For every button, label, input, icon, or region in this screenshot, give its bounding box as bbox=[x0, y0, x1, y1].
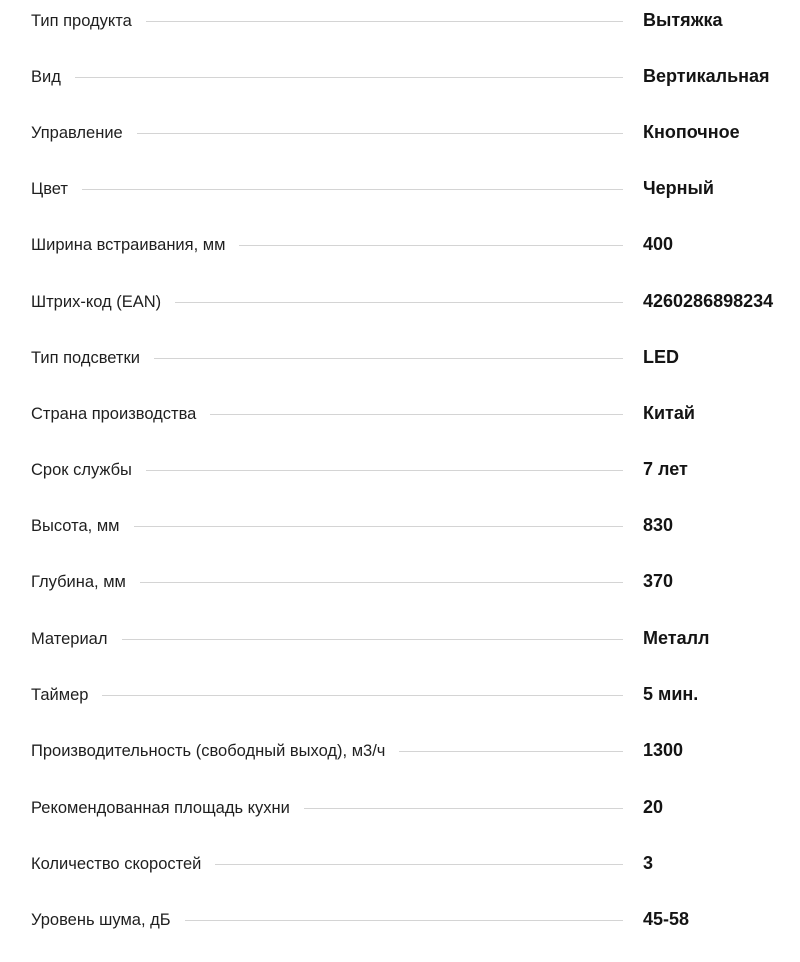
spec-label: Ширина встраивания, мм bbox=[31, 231, 239, 259]
spec-value: 4260286898234 bbox=[643, 291, 774, 311]
spec-value: 20 bbox=[643, 797, 664, 817]
spec-label: Высота, мм bbox=[31, 512, 134, 540]
spec-row-country bbox=[0, 400, 800, 456]
spec-row-speeds bbox=[0, 850, 800, 906]
spec-row-barcode bbox=[0, 288, 800, 344]
spec-label: Срок службы bbox=[31, 456, 146, 484]
spec-value: 1300 bbox=[643, 740, 684, 760]
spec-row-service-life bbox=[0, 456, 800, 512]
spec-label: Тип подсветки bbox=[31, 344, 154, 372]
spec-value: 45-58 bbox=[643, 909, 690, 929]
spec-value: Вытяжка bbox=[643, 10, 723, 30]
spec-label: Материал bbox=[31, 625, 122, 653]
spec-row-kind bbox=[0, 63, 800, 119]
spec-label: Глубина, мм bbox=[31, 568, 140, 596]
spec-value: 400 bbox=[643, 234, 674, 254]
spec-label: Цвет bbox=[31, 175, 82, 203]
spec-row-built-in-width bbox=[0, 231, 800, 287]
spec-label: Рекомендованная площадь кухни bbox=[31, 794, 304, 822]
spec-value: Вертикальная bbox=[643, 66, 770, 86]
spec-label: Уровень шума, дБ bbox=[31, 906, 185, 934]
spec-value: Металл bbox=[643, 628, 710, 648]
leader-line bbox=[31, 77, 623, 78]
spec-row-control bbox=[0, 119, 800, 175]
spec-label: Вид bbox=[31, 63, 75, 91]
leader-line bbox=[31, 695, 623, 696]
spec-value: Черный bbox=[643, 178, 714, 198]
spec-value: 370 bbox=[643, 571, 674, 591]
spec-row-height bbox=[0, 512, 800, 568]
spec-value: Китай bbox=[643, 403, 695, 423]
spec-row-timer bbox=[0, 681, 800, 737]
spec-row-product-type bbox=[0, 7, 800, 63]
spec-label: Таймер bbox=[31, 681, 102, 709]
spec-label: Производительность (свободный выход), м3/ч bbox=[31, 737, 399, 765]
spec-label: Страна производства bbox=[31, 400, 210, 428]
spec-value: 5 мин. bbox=[643, 684, 699, 704]
spec-label: Количество скоростей bbox=[31, 850, 215, 878]
spec-label: Тип продукта bbox=[31, 7, 146, 35]
spec-value: LED bbox=[643, 347, 679, 367]
spec-row-color bbox=[0, 175, 800, 231]
spec-value: 3 bbox=[643, 853, 654, 873]
spec-row-noise-level bbox=[0, 906, 800, 962]
spec-value: Кнопочное bbox=[643, 122, 740, 142]
spec-row-lighting-type bbox=[0, 344, 800, 400]
spec-value: 830 bbox=[643, 515, 674, 535]
spec-label: Управление bbox=[31, 119, 137, 147]
spec-row-kitchen-area bbox=[0, 794, 800, 850]
spec-value: 7 лет bbox=[643, 459, 688, 479]
spec-label: Штрих-код (EAN) bbox=[31, 288, 175, 316]
spec-row-capacity bbox=[0, 737, 800, 793]
leader-line bbox=[31, 189, 623, 190]
spec-row-depth bbox=[0, 568, 800, 624]
spec-row-material bbox=[0, 625, 800, 681]
